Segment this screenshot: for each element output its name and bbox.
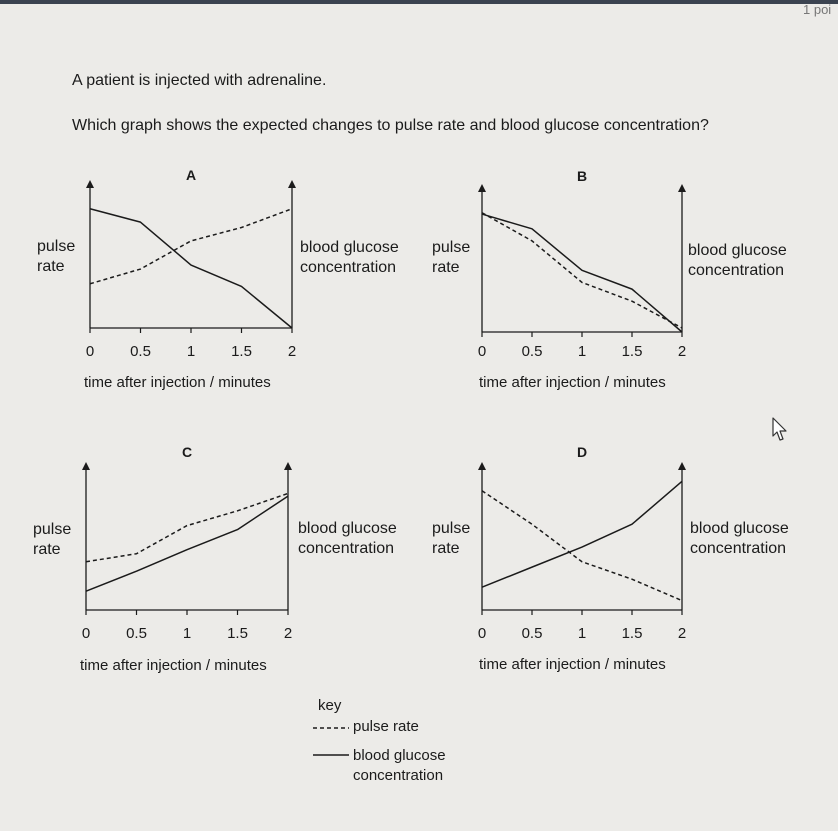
graph-a-title: A [185, 167, 197, 183]
key-solid-label-line1: blood glucose [353, 747, 446, 764]
graph-c-x-tick-label: 0 [81, 625, 91, 642]
graph-c-left-label-line1: pulse [33, 521, 72, 538]
graph-d-left-label-line2: rate [432, 540, 460, 557]
graph-d-x-tick-label: 0.5 [521, 625, 543, 642]
graph-b-right-label-line1: blood glucose [688, 242, 787, 259]
graph-b-left-label-line1: pulse [432, 239, 471, 256]
graph-d-x-tick-label: 2 [677, 625, 687, 642]
key-title: key [318, 697, 342, 714]
graph-d-title: D [576, 444, 588, 460]
graph-d-pulse-rate-line [482, 491, 682, 601]
graph-c-x-tick-label: 0.5 [126, 625, 147, 642]
graph-c-left-label-line2: rate [33, 541, 61, 558]
graph-a-right-axis-label [300, 238, 399, 278]
graph-a-left-label-line2: rate [37, 258, 65, 275]
graph-b-right-label-line2: concentration [688, 262, 785, 279]
graph-a-x-tick-label: 0.5 [130, 343, 151, 360]
graph-b-x-title: time after injection / minutes [479, 374, 666, 391]
key-solid-label [353, 746, 446, 786]
graph-d-right-label-line1: blood glucose [690, 520, 789, 537]
graph-b-x-tick-label: 0 [477, 343, 487, 360]
graph-a-right-label-line2: concentration [300, 259, 397, 276]
graph-c-x-tick-label: 2 [283, 625, 293, 642]
graph-c-blood-glucose-line [86, 496, 288, 591]
key-solid-label-line2: concentration [353, 767, 444, 784]
graph-b-title: B [576, 168, 588, 184]
graph-b-x-tick-label: 1.5 [621, 343, 643, 360]
graph-c-right-label-line2: concentration [298, 540, 395, 557]
graph-a-x-tick-label: 2 [287, 343, 297, 360]
graph-d-x-tick-label: 1 [577, 625, 587, 642]
graph-d-blood-glucose-line [482, 481, 682, 587]
graph-c-right-axis-label [298, 519, 397, 559]
graph-b-x-tick-label: 1 [577, 343, 587, 360]
graph-b-left-axis-arrow [478, 184, 486, 192]
graph-b-right-axis-arrow [678, 184, 686, 192]
graph-d-x-title: time after injection / minutes [479, 656, 666, 673]
graph-d-x-tick-label: 0 [477, 625, 487, 642]
graph-b-left-axis-label [432, 238, 470, 278]
graph-a-left-axis-label [37, 237, 75, 277]
graph-a-pulse-rate-line [90, 209, 292, 284]
graph-b-blood-glucose-line [482, 214, 682, 332]
graph-b-x-tick-label: 2 [677, 343, 687, 360]
graph-c-right-axis-arrow [284, 462, 292, 470]
graph-a-x-tick-label: 1.5 [231, 343, 252, 360]
graph-c-x-title: time after injection / minutes [80, 657, 267, 674]
graph-a-right-label-line1: blood glucose [300, 239, 399, 256]
graph-c-left-axis-label [33, 520, 71, 560]
graph-a-left-label-line1: pulse [37, 238, 76, 255]
window-top-bar [0, 0, 838, 4]
graph-c-x-tick-label: 1 [182, 625, 192, 642]
graph-c-title: C [181, 444, 193, 460]
graph-a-left-axis-arrow [86, 180, 94, 188]
graph-d-right-label-line2: concentration [690, 540, 787, 557]
graph-d-left-axis-label [432, 519, 470, 559]
graph-b-left-label-line2: rate [432, 259, 460, 276]
graph-a-right-axis-arrow [288, 180, 296, 188]
graph-d-left-label-line1: pulse [432, 520, 471, 537]
graph-a-x-tick-label: 1 [186, 343, 196, 360]
graph-a-blood-glucose-line [90, 209, 292, 328]
graph-b-x-tick-label: 0.5 [521, 343, 543, 360]
graph-d-left-axis-arrow [478, 462, 486, 470]
graph-d-right-axis-label [690, 519, 789, 559]
question-stem: A patient is injected with adrenaline. [72, 72, 327, 89]
graph-a-x-tick-label: 0 [85, 343, 95, 360]
graph-d-right-axis-arrow [678, 462, 686, 470]
key-dashed-label: pulse rate [353, 718, 419, 735]
corner-points-label: 1 poi [803, 2, 832, 17]
graph-c-x-tick-label: 1.5 [227, 625, 248, 642]
graph-c-right-label-line1: blood glucose [298, 520, 397, 537]
graph-d-x-tick-label: 1.5 [621, 625, 643, 642]
graph-a-x-title: time after injection / minutes [84, 374, 271, 391]
graph-c-pulse-rate-line [86, 493, 288, 561]
question-prompt: Which graph shows the expected changes to pulse rate and blood glucose concentration? [72, 117, 709, 134]
graph-c-left-axis-arrow [82, 462, 90, 470]
graph-b-right-axis-label [688, 241, 787, 281]
graph-b-pulse-rate-line [482, 213, 682, 328]
